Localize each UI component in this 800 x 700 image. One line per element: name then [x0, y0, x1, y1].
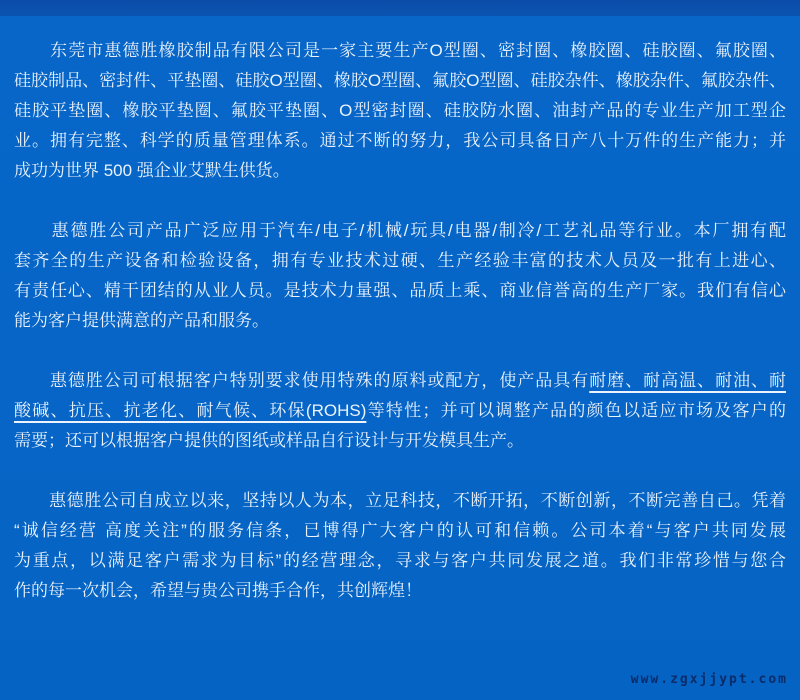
text-segment: 等特性；并可以调整产品的颜色以适应市场及客户的	[366, 401, 786, 420]
text-line	[14, 576, 786, 606]
text-segment: 惠德胜公司自成立以来，坚持以人为本，立足科技，不断开拓，不断创新，不断完善自己。凭着	[14, 491, 786, 510]
text-segment: 惠德胜公司可根据客户特别要求使用特殊的原料或配方，使产品具有	[14, 371, 590, 390]
paragraph-custom-capabilities	[14, 366, 786, 456]
watermark-url: www.zgxjjypt.com	[630, 672, 788, 687]
text-line	[14, 426, 786, 456]
text-segment: 需要；还可以根据客户提供的图纸或样品自行设计与开发模具生产。	[14, 431, 524, 450]
text-line	[14, 276, 786, 306]
text-line	[14, 216, 786, 246]
top-banner	[0, 0, 800, 16]
text-segment: 业。拥有完整、科学的质量管理体系。通过不断的努力，我公司具备日产八十万件的生产能力；并	[14, 131, 786, 150]
text-line	[14, 36, 786, 66]
text-line	[14, 156, 786, 186]
text-segment: 为重点，以满足客户需求为目标”的经营理念，寻求与客户共同发展之道。我们非常珍惜与您合	[14, 551, 786, 570]
text-line	[14, 366, 786, 396]
text-line	[14, 96, 786, 126]
text-segment: 能为客户提供满意的产品和服务。	[14, 311, 269, 330]
text-line	[14, 66, 786, 96]
text-segment: 作的每一次机会，希望与贵公司携手合作，共创辉煌！	[14, 581, 422, 600]
text-line	[14, 126, 786, 156]
company-profile-text	[0, 16, 800, 606]
paragraph-company-overview	[14, 36, 786, 186]
text-line	[14, 246, 786, 276]
underlined-text: 耐磨、耐高温、耐油、耐	[589, 371, 786, 390]
text-line	[14, 396, 786, 426]
text-line	[14, 516, 786, 546]
text-line	[14, 486, 786, 516]
paragraph-products-and-team	[14, 216, 786, 336]
text-segment: 东莞市惠德胜橡胶制品有限公司是一家主要生产O型圈、密封圈、橡胶圈、硅胶圈、氟胶圈、	[14, 41, 786, 60]
text-segment: 惠德胜公司产品广泛应用于汽车/电子/机械/玩具/电器/制冷/工艺礼品等行业。本厂拥有配	[14, 221, 786, 240]
text-segment: 成功为世界 500 强企业艾默生供货。	[14, 161, 290, 180]
paragraph-company-philosophy	[14, 486, 786, 606]
text-line	[14, 306, 786, 336]
text-segment: 硅胶平垫圈、橡胶平垫圈、氟胶平垫圈、O型密封圈、硅胶防水圈、油封产品的专业生产加工型企	[14, 101, 786, 120]
text-segment: 有责任心、精干团结的从业人员。是技术力量强、品质上乘、商业信誉高的生产厂家。我们有信心	[14, 281, 786, 300]
underlined-text: 酸碱、抗压、抗老化、耐气候、环保(ROHS)	[14, 401, 367, 420]
text-segment: 硅胶制品、密封件、平垫圈、硅胶O型圈、橡胶O型圈、氟胶O型圈、硅胶杂件、橡胶杂件、氟胶杂件、	[14, 71, 786, 90]
text-line	[14, 546, 786, 576]
text-segment: “诚信经营 高度关注”的服务信条，已博得广大客户的认可和信赖。公司本着“与客户共同发展	[14, 521, 786, 540]
text-segment: 套齐全的生产设备和检验设备，拥有专业技术过硬、生产经验丰富的技术人员及一批有上进心、	[14, 251, 786, 270]
